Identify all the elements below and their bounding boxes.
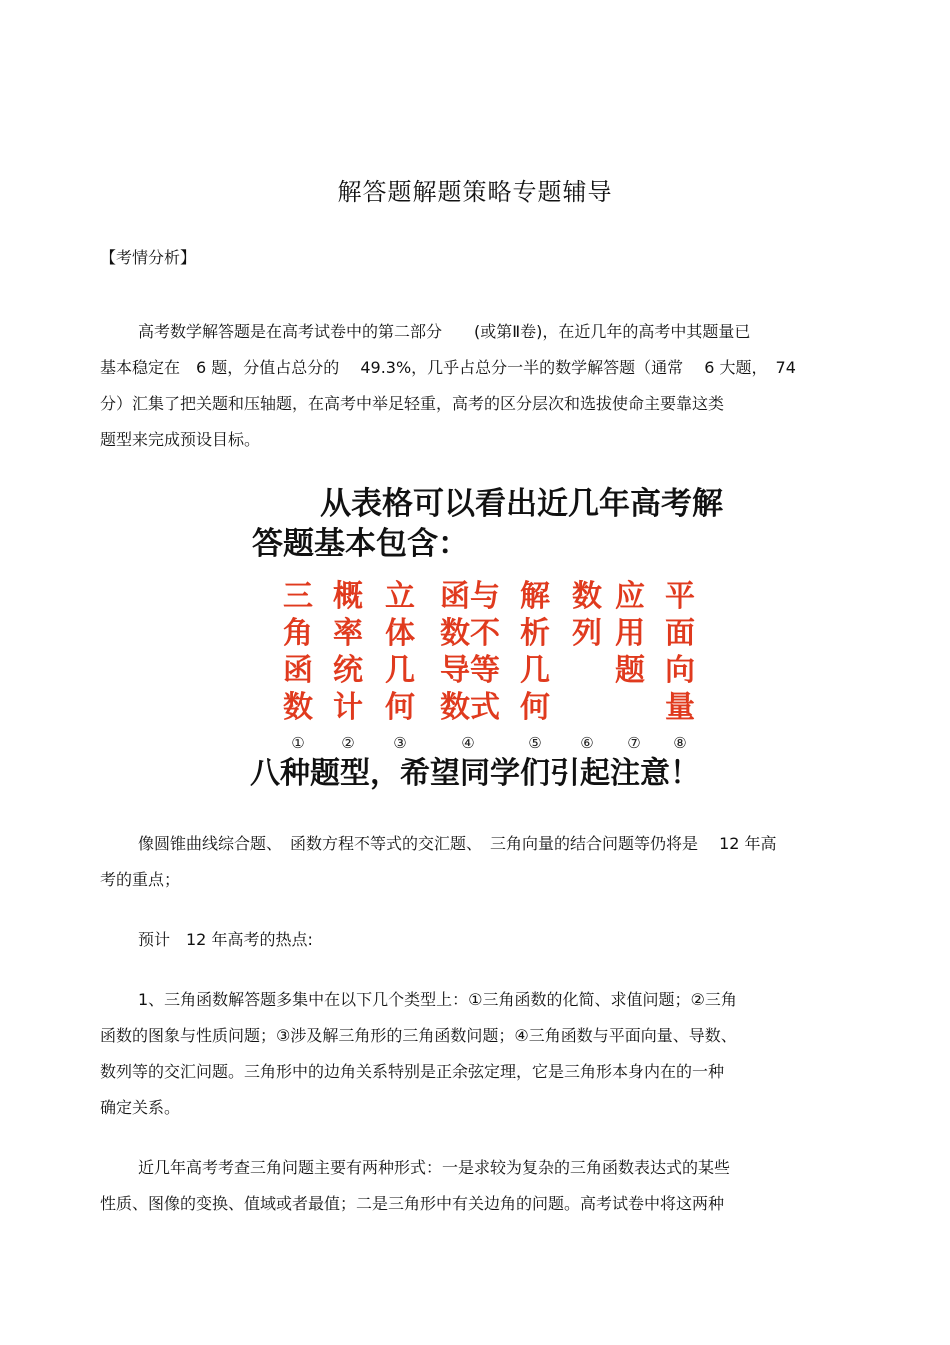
paragraph-line: 像圆锥曲线综合题、 函数方程不等式的交汇题、 三角向量的结合问题等仍将是 12 年高	[138, 834, 777, 853]
slide-heading-line2: 答题基本包含：	[252, 526, 469, 562]
intro-line: 基本稳定在 6 题，分值占总分的 49.3%，几乎占总分一半的数学解答题（通常 6 大题， 74	[100, 358, 796, 377]
column-number: ②	[341, 734, 355, 752]
question-type-column: 解 析 几 何	[520, 579, 550, 725]
column-number: ①	[291, 734, 305, 752]
question-types-slide	[240, 480, 740, 800]
slide-footer: 八种题型，希望同学们引起注意！	[250, 756, 700, 791]
intro-line: 高考数学解答题是在高考试卷中的第二部分 (或第Ⅱ卷)，在近几年的高考中其题量已	[138, 322, 751, 341]
question-type-column: 立 体 几 何	[385, 579, 415, 725]
intro-line: 题型来完成预设目标。	[100, 430, 261, 449]
paragraph-line: 预计 12 年高考的热点:	[138, 930, 313, 949]
question-type-column: 应 用 题	[615, 579, 645, 688]
paragraph-line: 数列等的交汇问题。三角形中的边角关系特别是正余弦定理，它是三角形本身内在的一种	[100, 1062, 725, 1081]
column-number: ⑦	[627, 734, 641, 752]
paragraph-line: 考的重点；	[100, 870, 181, 889]
question-type-column: 概 率 统 计	[333, 579, 363, 725]
column-number: ⑥	[580, 734, 594, 752]
column-number: ⑧	[673, 734, 687, 752]
column-number: ⑤	[528, 734, 542, 752]
column-number: ③	[393, 734, 407, 752]
paragraph-line: 确定关系。	[100, 1098, 181, 1117]
paragraph-line: 性质、图像的变换、值域或者最值；二是三角形中有关边角的问题。高考试卷中将这两种	[100, 1194, 725, 1213]
document-title: 解答题解题策略专题辅导	[337, 178, 613, 206]
slide-heading-line1: 从表格可以看出近几年高考解	[320, 486, 723, 522]
paragraph-line: 近几年高考考查三角问题主要有两种形式：一是求较为复杂的三角函数表达式的某些	[138, 1158, 731, 1177]
intro-line: 分）汇集了把关题和压轴题，在高考中举足轻重，高考的区分层次和选拔使命主要靠这类	[100, 394, 725, 413]
paragraph-line: 1、三角函数解答题多集中在以下几个类型上：①三角函数的化简、求值问题；②三角	[138, 990, 737, 1009]
question-type-column: 函与 数不 导等 数式	[440, 579, 500, 725]
question-type-column: 数 列	[572, 579, 602, 651]
section-heading: 【考情分析】	[100, 248, 197, 267]
paragraph-line: 函数的图象与性质问题；③涉及解三角形的三角函数问题；④三角函数与平面向量、导数、	[100, 1026, 737, 1045]
question-type-column: 三 角 函 数	[283, 579, 313, 725]
question-type-column: 平 面 向 量	[665, 579, 695, 725]
column-number: ④	[461, 734, 475, 752]
